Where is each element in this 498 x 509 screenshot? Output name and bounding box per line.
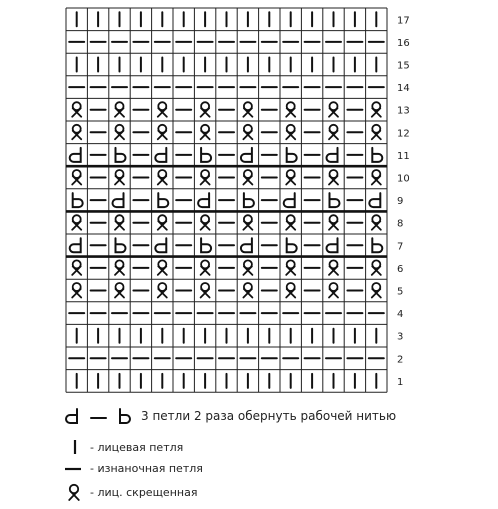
twisted-knit-stitch-icon xyxy=(115,102,124,117)
cluster-left-icon xyxy=(369,193,380,207)
cluster-left-icon xyxy=(327,148,338,162)
twisted-knit-stitch-icon xyxy=(329,283,338,298)
twisted-knit-stitch-icon xyxy=(158,102,167,117)
knit-symbol-icon xyxy=(65,438,85,458)
twisted-knit-stitch-icon xyxy=(201,170,210,185)
twisted-knit-stitch-icon xyxy=(372,170,381,185)
legend-twisted xyxy=(0,483,498,507)
twisted-knit-stitch-icon xyxy=(201,283,210,298)
twisted-knit-stitch-icon xyxy=(243,125,252,140)
legend-twisted-label: - лиц. скрещенная xyxy=(90,486,198,499)
row-number-label: 14 xyxy=(397,83,410,95)
row-number-label: 12 xyxy=(397,128,410,140)
cluster-right-icon xyxy=(330,193,340,207)
twisted-knit-stitch-icon xyxy=(72,125,81,140)
twisted-knit-stitch-icon xyxy=(286,125,295,140)
twisted-knit-stitch-icon xyxy=(286,283,295,298)
cluster-right-icon xyxy=(287,238,297,252)
twisted-knit-stitch-icon xyxy=(243,102,252,117)
cluster-left-icon xyxy=(241,238,252,252)
twisted-knit-stitch-icon xyxy=(372,102,381,117)
twisted-knit-stitch-icon xyxy=(201,215,210,230)
twisted-knit-stitch-icon xyxy=(201,102,210,117)
twisted-knit-stitch-icon xyxy=(158,125,167,140)
twisted-knit-stitch-icon xyxy=(115,125,124,140)
cluster-symbol-icon xyxy=(64,404,134,428)
twisted-knit-stitch-icon xyxy=(72,170,81,185)
cluster-left-icon xyxy=(113,193,124,207)
twisted-knit-stitch-icon xyxy=(286,170,295,185)
twisted-knit-stitch-icon xyxy=(72,283,81,298)
cluster-left-icon xyxy=(155,238,166,252)
twisted-knit-stitch-icon xyxy=(243,260,252,275)
row-number-label: 2 xyxy=(397,354,404,366)
cluster-left-icon xyxy=(70,238,81,252)
twisted-knit-stitch-icon xyxy=(372,260,381,275)
row-number-label: 9 xyxy=(397,196,404,208)
cluster-left-icon xyxy=(198,193,209,207)
row-number-label: 3 xyxy=(397,331,404,343)
twisted-knit-stitch-icon xyxy=(158,215,167,230)
cluster-right-icon xyxy=(287,148,297,162)
row-number-label: 10 xyxy=(397,173,410,185)
twisted-knit-stitch-icon xyxy=(115,283,124,298)
twisted-knit-stitch-icon xyxy=(201,125,210,140)
legend-purl-label: - изнаночная петля xyxy=(90,462,203,475)
cluster-right-icon xyxy=(244,193,254,207)
cluster-right-icon xyxy=(201,148,211,162)
twisted-knit-stitch-icon xyxy=(372,215,381,230)
twisted-knit-stitch-icon xyxy=(72,215,81,230)
row-number-label: 4 xyxy=(397,309,404,321)
row-number-label: 7 xyxy=(397,241,404,253)
twisted-knit-stitch-icon xyxy=(372,125,381,140)
twisted-knit-stitch-icon xyxy=(72,102,81,117)
cluster-left-icon xyxy=(70,148,81,162)
cluster-left-icon xyxy=(327,238,338,252)
twisted-knit-stitch-icon xyxy=(286,260,295,275)
twisted-knit-stitch-icon xyxy=(158,260,167,275)
cluster-left-icon xyxy=(155,148,166,162)
twisted-knit-stitch-icon xyxy=(115,170,124,185)
cluster-right-icon xyxy=(201,238,211,252)
twisted-knit-stitch-icon xyxy=(115,260,124,275)
legend-knit xyxy=(0,438,498,462)
row-number-label: 16 xyxy=(397,37,410,49)
legend-purl xyxy=(0,461,498,485)
cluster-left-icon xyxy=(284,193,295,207)
row-number-label: 11 xyxy=(397,150,410,162)
cluster-left-icon xyxy=(241,148,252,162)
cluster-right-icon xyxy=(372,238,382,252)
twisted-knit-stitch-icon xyxy=(115,215,124,230)
twisted-knit-stitch-icon xyxy=(158,170,167,185)
row-number-label: 8 xyxy=(397,218,404,230)
legend-cluster xyxy=(0,404,498,428)
twisted-knit-stitch-icon xyxy=(243,170,252,185)
legend-cluster-label: 3 петли 2 раза обернуть рабочей нитью xyxy=(141,409,397,423)
row-number-label: 1 xyxy=(397,376,404,388)
twisted-knit-stitch-icon xyxy=(286,102,295,117)
cluster-right-icon xyxy=(372,148,382,162)
row-number-label: 6 xyxy=(397,263,404,275)
cluster-right-icon xyxy=(158,193,168,207)
row-number-label: 5 xyxy=(397,286,404,298)
cluster-right-icon xyxy=(116,238,126,252)
purl-symbol-icon xyxy=(63,461,85,481)
twisted-knit-stitch-icon xyxy=(329,260,338,275)
twisted-knit-stitch-icon xyxy=(372,283,381,298)
cluster-right-icon xyxy=(73,193,83,207)
twisted-knit-stitch-icon xyxy=(329,102,338,117)
twisted-knit-stitch-icon xyxy=(243,215,252,230)
twisted-knit-stitch-icon xyxy=(158,283,167,298)
twisted-knit-stitch-icon xyxy=(243,283,252,298)
twisted-knit-stitch-icon xyxy=(201,260,210,275)
twisted-knit-stitch-icon xyxy=(286,215,295,230)
legend-knit-label: - лицевая петля xyxy=(90,441,184,454)
row-number-label: 15 xyxy=(397,60,410,72)
twisted-knit-stitch-icon xyxy=(72,260,81,275)
twisted-knit-stitch-icon xyxy=(329,170,338,185)
twisted-knit-symbol-icon xyxy=(64,483,84,503)
cluster-right-icon xyxy=(116,148,126,162)
row-number-label: 13 xyxy=(397,105,410,117)
row-number-label: 17 xyxy=(397,15,410,27)
twisted-knit-stitch-icon xyxy=(329,215,338,230)
twisted-knit-stitch-icon xyxy=(329,125,338,140)
